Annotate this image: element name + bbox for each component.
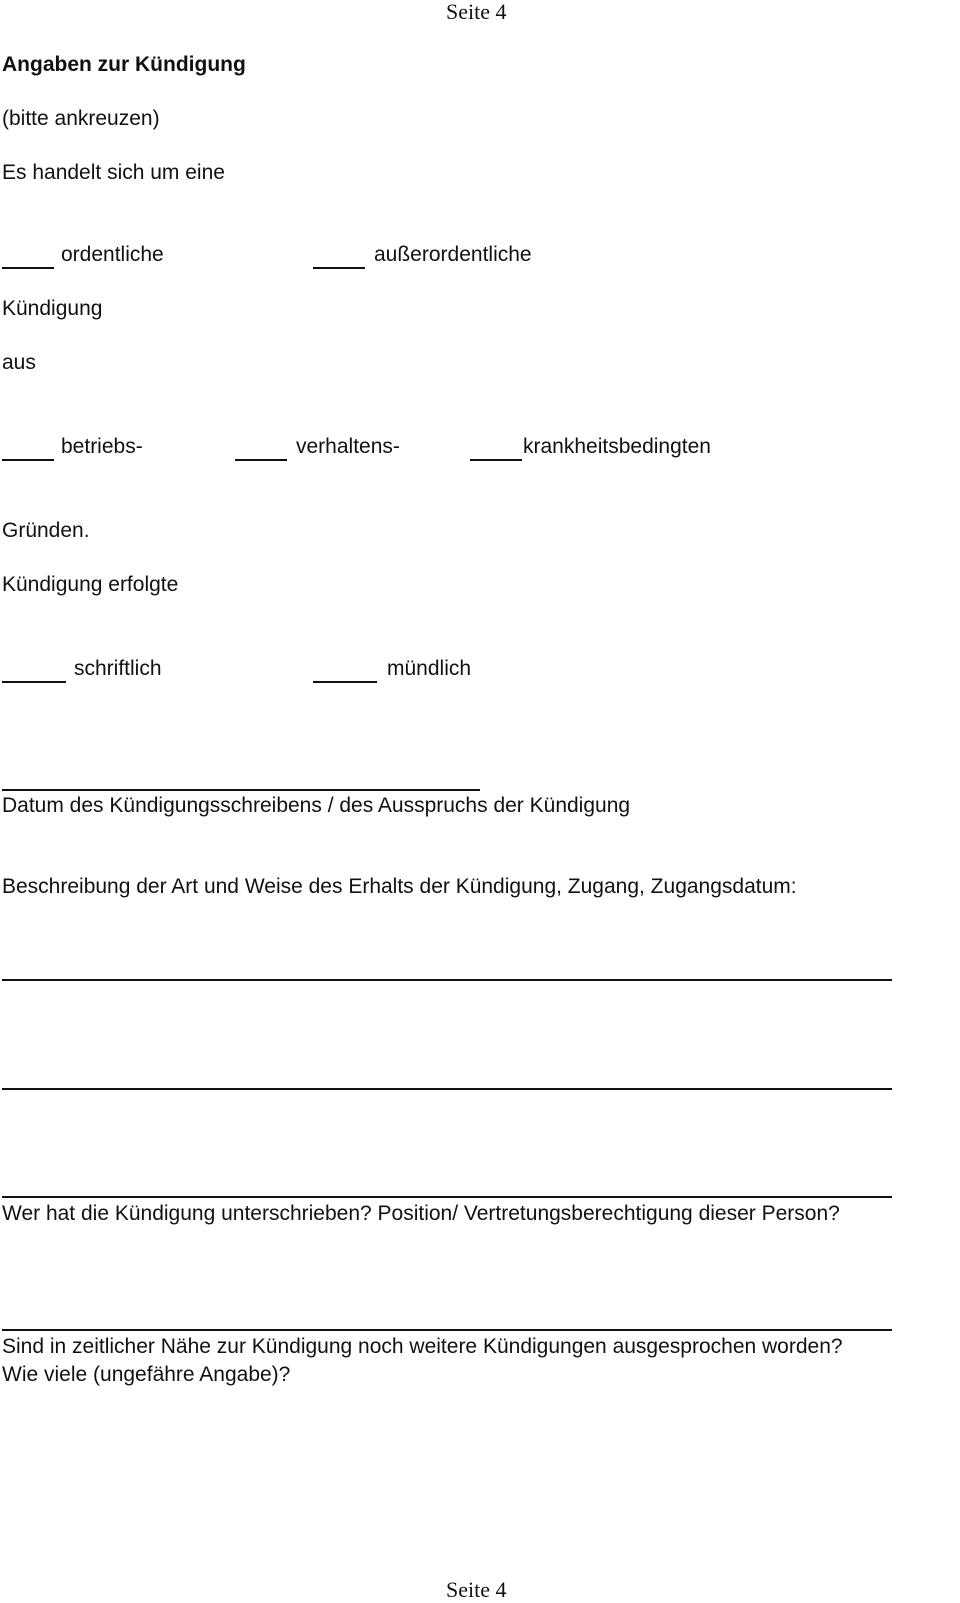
further-terminations-label: Sind in zeitlicher Nähe zur Kündigung noch weitere Kündigungen ausgesprochen worden? — [2, 1335, 843, 1358]
checkbox-betriebs[interactable] — [2, 459, 54, 461]
signed-by-line[interactable] — [2, 1196, 892, 1198]
option-krankheitsbedingt: krankheitsbedingten — [523, 435, 711, 458]
section-title: Angaben zur Kündigung — [2, 53, 246, 76]
checkbox-muendlich[interactable] — [313, 681, 377, 683]
option-ausserordentliche: außerordentliche — [374, 243, 532, 266]
page-header: Seite 4 — [446, 0, 507, 24]
signed-by-label: Wer hat die Kündigung unterschrieben? Position/ Vertretungsberechtigung dieser Person? — [2, 1202, 840, 1225]
date-field-line[interactable] — [2, 789, 480, 791]
option-betriebs: betriebs- — [61, 435, 143, 458]
checkbox-verhaltens[interactable] — [235, 459, 287, 461]
checkbox-krankheitsbedingt[interactable] — [470, 459, 522, 461]
aus-text: aus — [2, 351, 36, 374]
option-schriftlich: schriftlich — [74, 657, 162, 680]
instruction-text: (bitte ankreuzen) — [2, 107, 160, 130]
description-line-2[interactable] — [2, 1088, 892, 1090]
description-label: Beschreibung der Art und Weise des Erhalts der Kündigung, Zugang, Zugangsdatum: — [2, 875, 797, 898]
page-footer: Seite 4 — [446, 1577, 507, 1602]
further-terminations-count-label: Wie viele (ungefähre Angabe)? — [2, 1363, 291, 1386]
option-verhaltens: verhaltens- — [296, 435, 400, 458]
description-line-1[interactable] — [2, 979, 892, 981]
option-muendlich: mündlich — [387, 657, 472, 680]
intro-text: Es handelt sich um eine — [2, 161, 225, 184]
date-label: Datum des Kündigungsschreibens / des Ausspruchs der Kündigung — [2, 794, 631, 817]
gruenden-text: Gründen. — [2, 519, 90, 542]
form-question: Kündigung erfolgte — [2, 573, 179, 596]
checkbox-ordentliche[interactable] — [2, 267, 54, 269]
kuendigung-text: Kündigung — [2, 297, 103, 320]
further-terminations-line[interactable] — [2, 1329, 892, 1331]
checkbox-ausserordentliche[interactable] — [313, 267, 365, 269]
option-ordentliche: ordentliche — [61, 243, 164, 266]
checkbox-schriftlich[interactable] — [2, 681, 66, 683]
